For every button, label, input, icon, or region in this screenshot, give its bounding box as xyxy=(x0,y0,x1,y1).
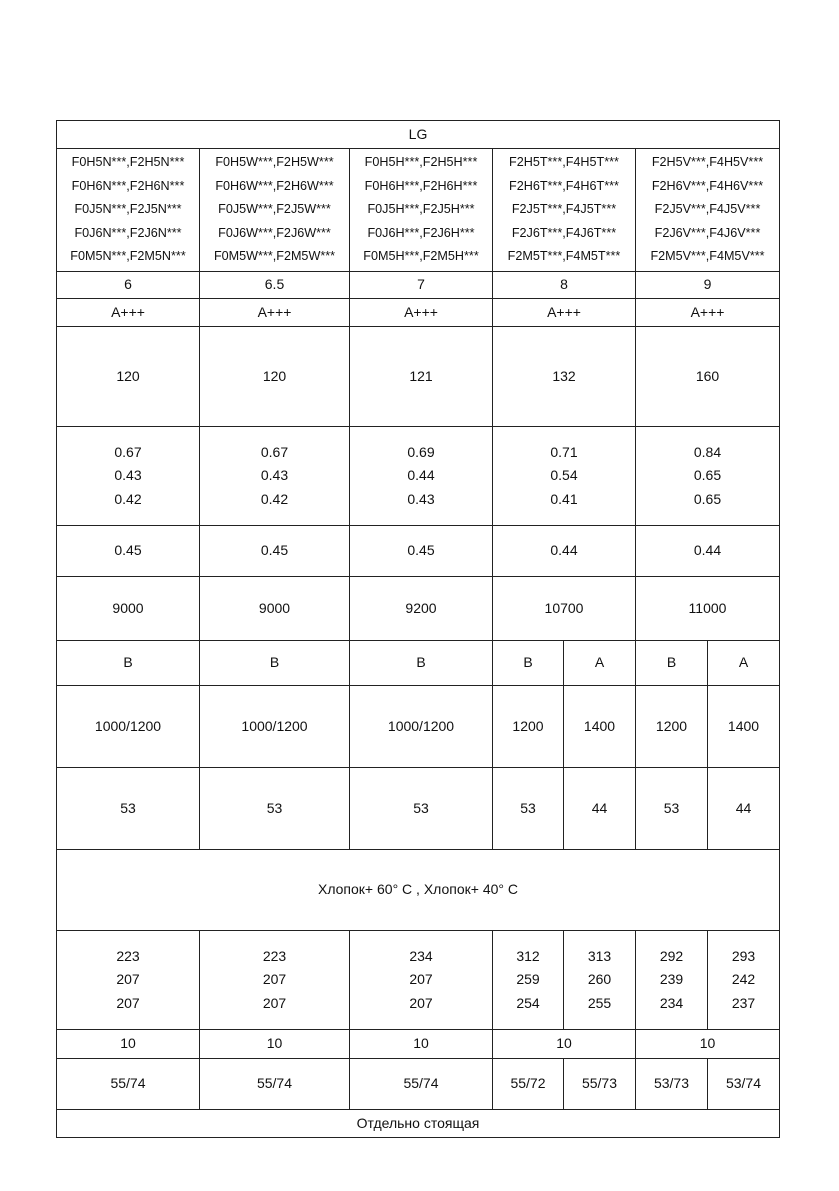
duration-value: 223 xyxy=(262,947,287,964)
model-code: F2H6V***,F4H6V*** xyxy=(651,178,764,193)
spec-table xyxy=(56,120,780,1138)
spin-speed-cell: 1200 xyxy=(636,686,708,768)
cycle-energy-value: 0.67 xyxy=(114,443,142,460)
program-cell: Хлопок+ 60° С , Хлопок+ 40° С xyxy=(57,850,780,931)
power-cell: 0.44 xyxy=(636,526,780,577)
left-on-cell: 10 xyxy=(636,1030,780,1059)
spin-class-cell: A xyxy=(708,641,780,686)
annual-energy-cell: 121 xyxy=(350,327,493,427)
model-cell xyxy=(200,149,350,272)
noise-cell: 55/72 xyxy=(493,1059,564,1110)
duration-value: 207 xyxy=(409,971,433,988)
water-cell: 9200 xyxy=(350,577,493,641)
energy-class-cell: A+++ xyxy=(636,299,780,327)
capacity-cell: 8 xyxy=(493,272,636,299)
cycle-energy-value: 0.41 xyxy=(550,490,578,507)
moisture-cell: 44 xyxy=(708,768,780,850)
moisture-cell: 53 xyxy=(350,768,493,850)
duration-cell xyxy=(200,931,350,1030)
cycle-energy-value: 0.67 xyxy=(260,443,289,460)
spin-class-cell: B xyxy=(350,641,493,686)
capacity-cell: 9 xyxy=(636,272,780,299)
brand-row xyxy=(57,121,780,149)
annual-energy-cell: 132 xyxy=(493,327,636,427)
duration-value: 313 xyxy=(587,947,612,964)
model-code: F0M5N***,F2M5N*** xyxy=(70,249,186,264)
water-cell: 9000 xyxy=(200,577,350,641)
model-code: F0H5H***,F2H5H*** xyxy=(364,155,478,170)
spin-class-cell: B xyxy=(493,641,564,686)
left-on-row xyxy=(57,1030,780,1059)
spin-speed-cell: 1000/1200 xyxy=(200,686,350,768)
moisture-cell: 44 xyxy=(564,768,636,850)
spin-class-row xyxy=(57,641,780,686)
left-on-cell: 10 xyxy=(57,1030,200,1059)
cycle-energy-value: 0.54 xyxy=(550,467,578,484)
model-code: F2J6T***,F4J6T*** xyxy=(511,225,617,240)
model-code: F0H6H***,F2H6H*** xyxy=(364,178,478,193)
energy-class-cell: A+++ xyxy=(200,299,350,327)
model-cell xyxy=(636,149,780,272)
model-code: F0J5N***,F2J5N*** xyxy=(74,202,182,217)
water-cell: 9000 xyxy=(57,577,200,641)
cycle-energy-value: 0.71 xyxy=(550,443,578,460)
spin-speed-cell: 1000/1200 xyxy=(350,686,493,768)
model-code: F0J5W***,F2J5W*** xyxy=(218,202,331,217)
duration-value: 207 xyxy=(116,971,140,988)
cycle-energy-value: 0.43 xyxy=(114,467,142,484)
energy-class-cell: A+++ xyxy=(350,299,493,327)
left-on-cell: 10 xyxy=(493,1030,636,1059)
annual-energy-row xyxy=(57,327,780,427)
cycle-energy-value: 0.84 xyxy=(693,443,722,460)
energy-class-cell: A+++ xyxy=(57,299,200,327)
duration-value: 242 xyxy=(731,971,756,988)
duration-value: 234 xyxy=(659,994,684,1011)
noise-cell: 55/74 xyxy=(350,1059,493,1110)
spin-speed-cell: 1400 xyxy=(564,686,636,768)
cycle-energy-cell xyxy=(636,427,780,526)
duration-value: 254 xyxy=(516,994,540,1011)
model-code: F0H5W***,F2H5W*** xyxy=(215,155,334,170)
cycle-energy-value: 0.43 xyxy=(407,490,435,507)
cycle-energy-cell xyxy=(200,427,350,526)
duration-value: 207 xyxy=(116,994,140,1011)
water-row xyxy=(57,577,780,641)
water-cell: 10700 xyxy=(493,577,636,641)
moisture-row xyxy=(57,768,780,850)
power-cell: 0.44 xyxy=(493,526,636,577)
model-code: F2J5T***,F4J5T*** xyxy=(511,202,617,217)
moisture-cell: 53 xyxy=(200,768,350,850)
duration-value: 260 xyxy=(587,971,612,988)
water-cell: 11000 xyxy=(636,577,780,641)
model-code: F0H6N***,F2H6N*** xyxy=(71,178,185,193)
installation-row xyxy=(57,1110,780,1138)
model-code: F2H6T***,F4H6T*** xyxy=(509,178,619,193)
noise-cell: 55/74 xyxy=(57,1059,200,1110)
energy-class-row xyxy=(57,299,780,327)
spin-speed-cell: 1200 xyxy=(493,686,564,768)
spin-class-cell: B xyxy=(57,641,200,686)
power-row xyxy=(57,526,780,577)
duration-cell xyxy=(564,931,636,1030)
models-row xyxy=(57,149,780,272)
model-code: F2M5T***,F4M5T*** xyxy=(507,249,621,264)
power-cell: 0.45 xyxy=(57,526,200,577)
duration-cell xyxy=(350,931,493,1030)
cycle-energy-value: 0.65 xyxy=(693,467,722,484)
duration-value: 207 xyxy=(262,971,287,988)
duration-value: 239 xyxy=(659,971,684,988)
annual-energy-cell: 160 xyxy=(636,327,780,427)
model-code: F2J5V***,F4J5V*** xyxy=(654,202,761,217)
duration-value: 293 xyxy=(731,947,756,964)
model-code: F0J6N***,F2J6N*** xyxy=(74,225,182,240)
moisture-cell: 53 xyxy=(493,768,564,850)
duration-value: 207 xyxy=(262,994,287,1011)
model-cell xyxy=(493,149,636,272)
spin-class-cell: B xyxy=(636,641,708,686)
moisture-cell: 53 xyxy=(57,768,200,850)
duration-value: 207 xyxy=(409,994,433,1011)
cycle-energy-value: 0.44 xyxy=(407,467,435,484)
annual-energy-cell: 120 xyxy=(57,327,200,427)
cycle-energy-value: 0.42 xyxy=(114,490,142,507)
cycle-energy-cell xyxy=(493,427,636,526)
model-code: F2J6V***,F4J6V*** xyxy=(654,225,761,240)
duration-cell xyxy=(57,931,200,1030)
model-code: F2M5V***,F4M5V*** xyxy=(650,249,765,264)
capacity-cell: 6 xyxy=(57,272,200,299)
model-code: F0H6W***,F2H6W*** xyxy=(215,178,334,193)
spin-class-cell: B xyxy=(200,641,350,686)
model-code: F0J5H***,F2J5H*** xyxy=(367,202,475,217)
model-code: F0M5W***,F2M5W*** xyxy=(213,249,336,264)
duration-value: 292 xyxy=(659,947,684,964)
duration-cell xyxy=(708,931,780,1030)
noise-cell: 53/74 xyxy=(708,1059,780,1110)
cycle-energy-value: 0.42 xyxy=(260,490,289,507)
duration-value: 255 xyxy=(587,994,612,1011)
cycle-energy-row xyxy=(57,427,780,526)
spin-speed-row xyxy=(57,686,780,768)
model-cell xyxy=(57,149,200,272)
moisture-cell: 53 xyxy=(636,768,708,850)
left-on-cell: 10 xyxy=(200,1030,350,1059)
duration-value: 234 xyxy=(409,947,433,964)
model-code: F0J6W***,F2J6W*** xyxy=(218,225,331,240)
installation-cell: Отдельно стоящая xyxy=(57,1110,780,1138)
annual-energy-cell: 120 xyxy=(200,327,350,427)
program-row xyxy=(57,850,780,931)
cycle-energy-value: 0.69 xyxy=(407,443,435,460)
model-code: F0J6H***,F2J6H*** xyxy=(367,225,475,240)
noise-cell: 55/74 xyxy=(200,1059,350,1110)
spin-class-cell: A xyxy=(564,641,636,686)
duration-value: 312 xyxy=(516,947,540,964)
model-code: F0M5H***,F2M5H*** xyxy=(363,249,479,264)
duration-value: 223 xyxy=(116,947,140,964)
model-code: F0H5N***,F2H5N*** xyxy=(71,155,185,170)
duration-value: 259 xyxy=(516,971,540,988)
capacity-cell: 7 xyxy=(350,272,493,299)
power-cell: 0.45 xyxy=(200,526,350,577)
duration-value: 237 xyxy=(731,994,756,1011)
spin-speed-cell: 1400 xyxy=(708,686,780,768)
duration-cell xyxy=(493,931,564,1030)
duration-row xyxy=(57,931,780,1030)
energy-class-cell: A+++ xyxy=(493,299,636,327)
model-code: F2H5V***,F4H5V*** xyxy=(651,155,764,170)
model-code: F2H5T***,F4H5T*** xyxy=(509,155,619,170)
duration-cell xyxy=(636,931,708,1030)
cycle-energy-cell xyxy=(350,427,493,526)
noise-cell: 55/73 xyxy=(564,1059,636,1110)
cycle-energy-value: 0.65 xyxy=(693,490,722,507)
noise-cell: 53/73 xyxy=(636,1059,708,1110)
noise-row xyxy=(57,1059,780,1110)
left-on-cell: 10 xyxy=(350,1030,493,1059)
power-cell: 0.45 xyxy=(350,526,493,577)
model-cell xyxy=(350,149,493,272)
cycle-energy-cell xyxy=(57,427,200,526)
brand-cell: LG xyxy=(57,121,780,149)
capacity-row xyxy=(57,272,780,299)
spin-speed-cell: 1000/1200 xyxy=(57,686,200,768)
capacity-cell: 6.5 xyxy=(200,272,350,299)
cycle-energy-value: 0.43 xyxy=(260,467,289,484)
